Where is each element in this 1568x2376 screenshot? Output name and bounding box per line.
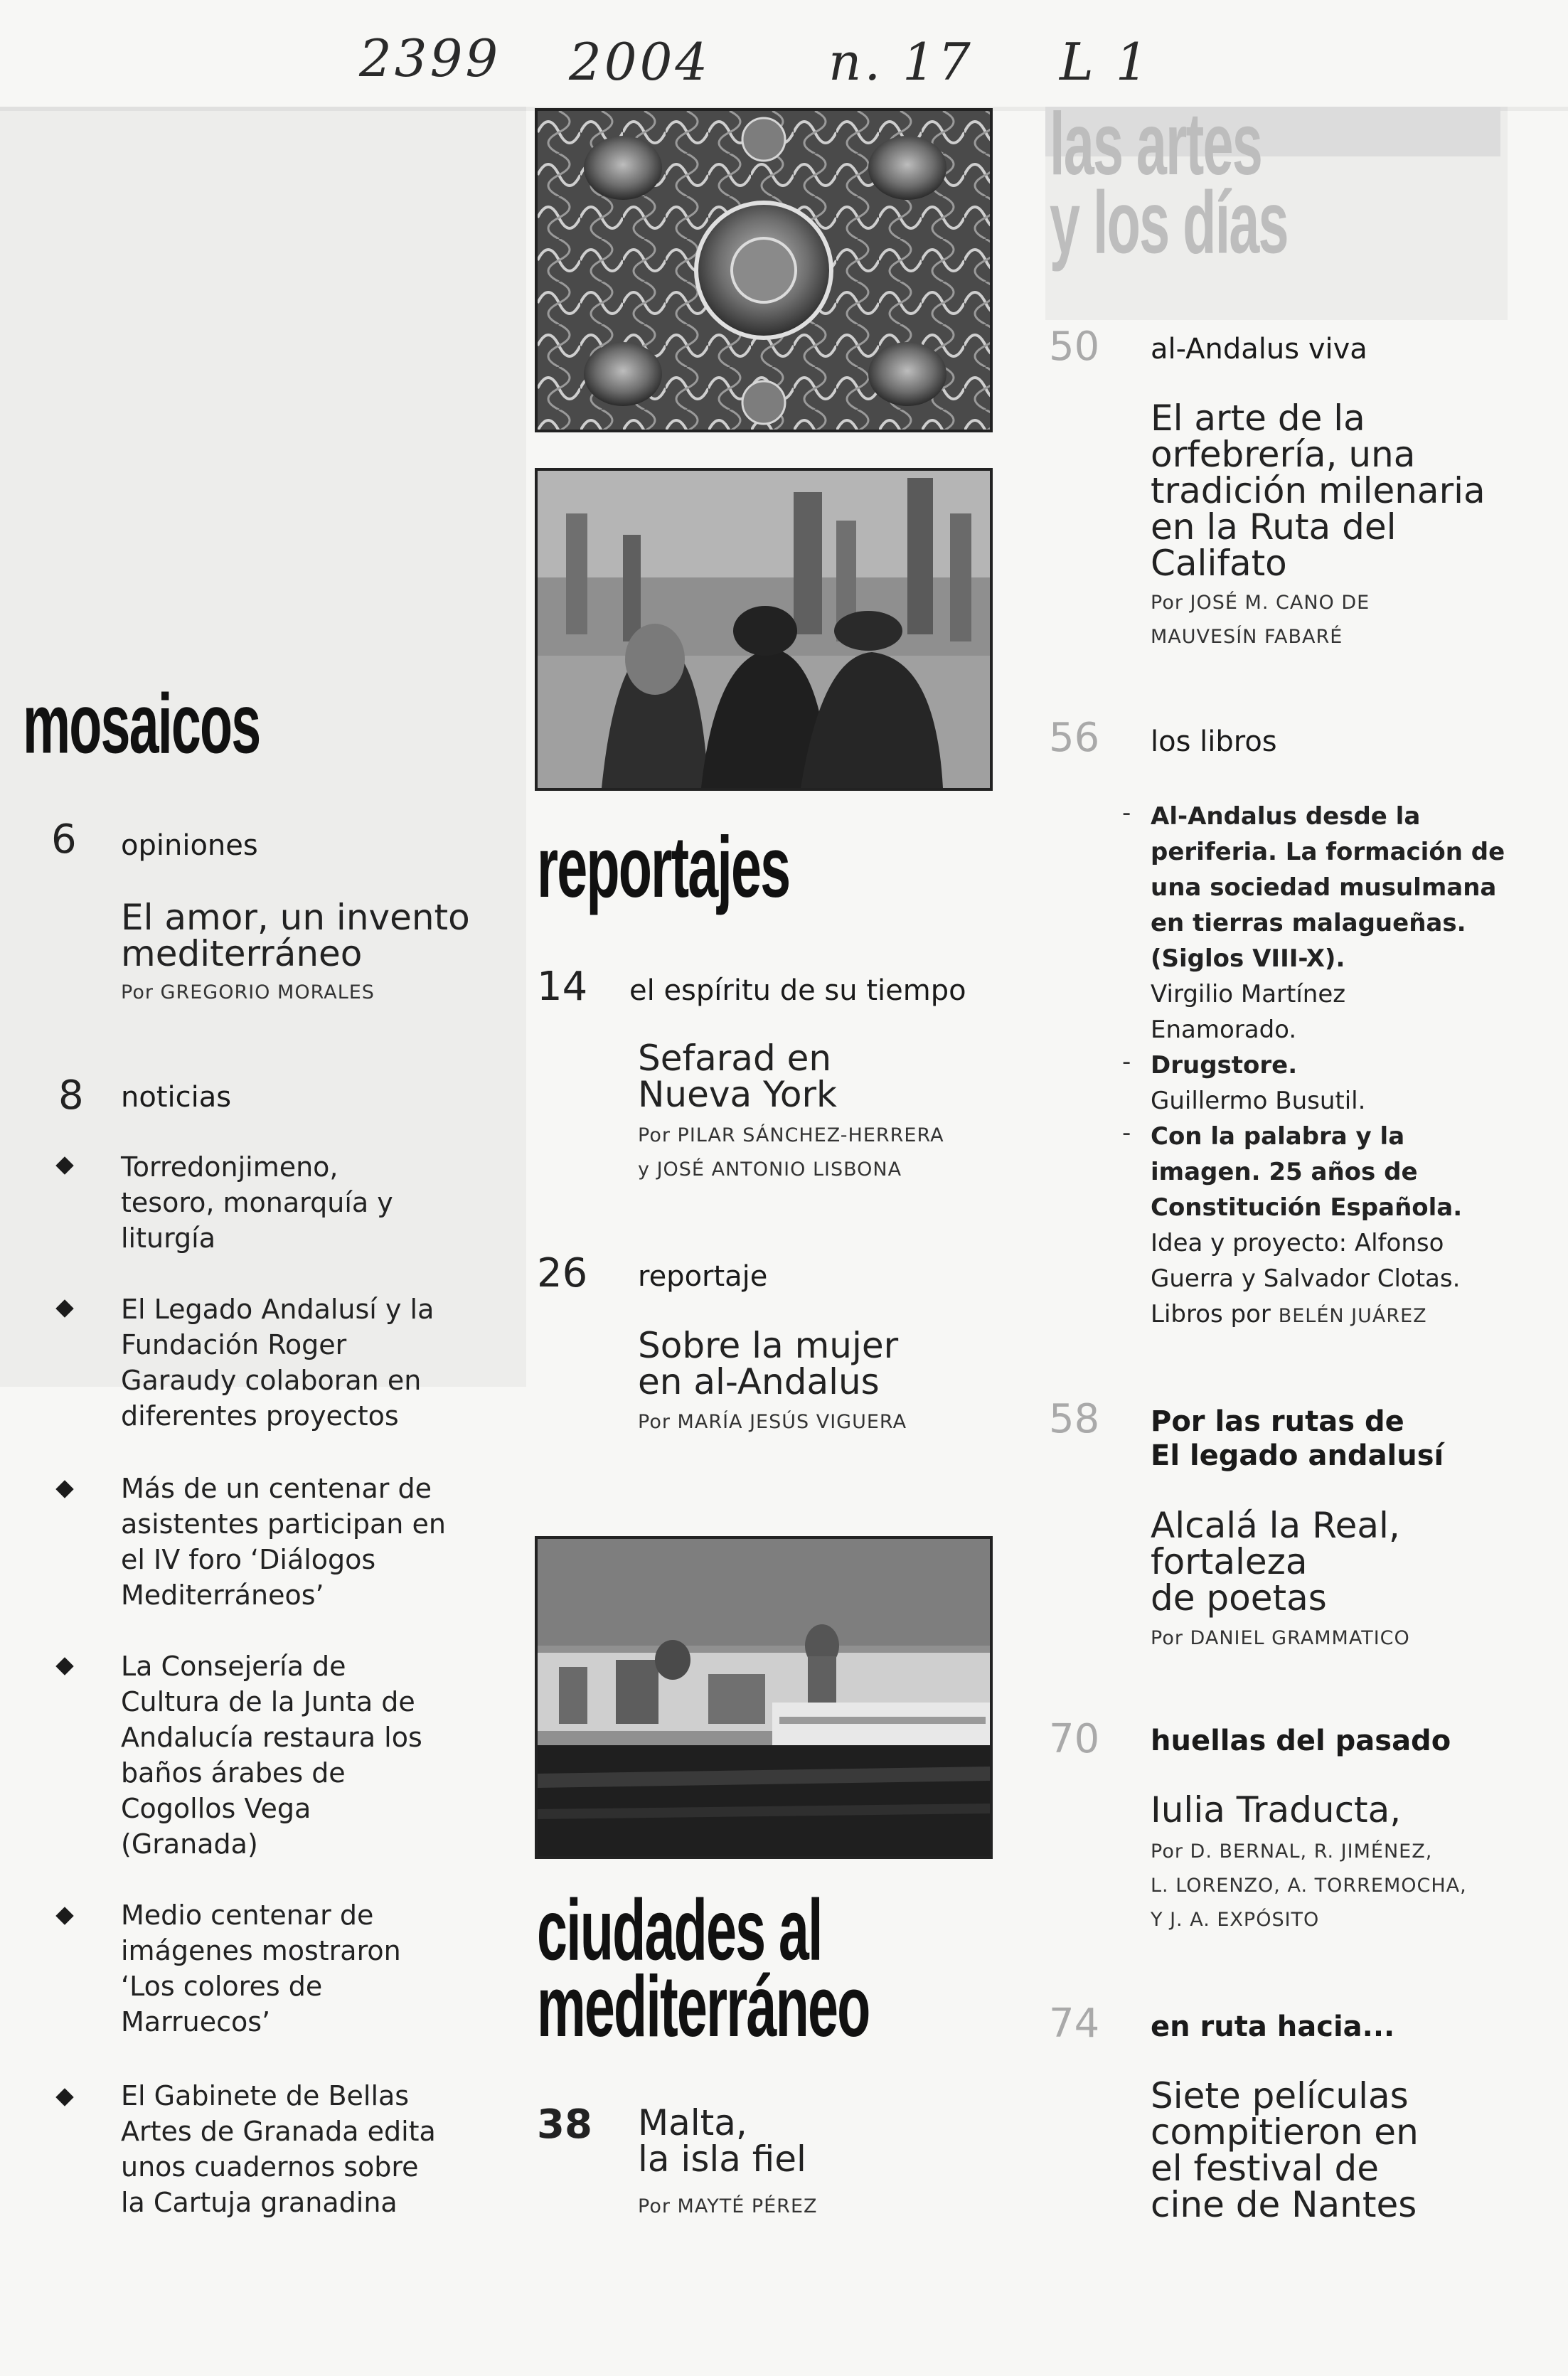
ornament-image xyxy=(538,111,990,430)
article-kicker: los libros xyxy=(1151,725,1277,758)
article-author: Por MARÍA JESÚS VIGUERA xyxy=(638,1411,907,1433)
books-credit: Libros por BELÉN JUÁREZ xyxy=(1151,1300,1427,1328)
page-number: 38 xyxy=(537,2101,592,2148)
article-kicker: Por las rutas de El legado andalusí xyxy=(1151,1405,1444,1472)
photo-malta[interactable] xyxy=(535,1536,993,1859)
news-item[interactable]: El Gabinete de Bellas Artes de Granada edita unos cuadernos sobre la Cartuja granadina xyxy=(121,2080,436,2218)
article-title[interactable]: El arte de la orfebrería, una tradición milenaria en la Ruta del Califato xyxy=(1151,398,1486,584)
section-title-reportajes: reportajes xyxy=(537,818,790,916)
page-number: 56 xyxy=(1049,715,1100,761)
page-number: 70 xyxy=(1049,1716,1100,1762)
article-kicker: opiniones xyxy=(121,829,258,862)
page-number: 26 xyxy=(537,1250,588,1296)
article-kicker: reportaje xyxy=(638,1260,768,1293)
article-title[interactable]: El amor, un invento mediterráneo xyxy=(121,897,470,974)
list-dash: - xyxy=(1122,799,1131,827)
article-author: Por GREGORIO MORALES xyxy=(121,981,375,1003)
article-author: Por DANIEL GRAMMATICO xyxy=(1151,1627,1410,1649)
handwritten-shelf: L 1 xyxy=(1060,32,1151,92)
handwritten-issue: n. 17 xyxy=(828,32,974,92)
news-item[interactable]: Más de un centenar de asistentes participan en el IV foro ‘Diálogos Mediterráneos’ xyxy=(121,1473,446,1611)
news-item[interactable]: El Legado Andalusí y la Fundación Roger Garaudy colaboran en diferentes proyectos xyxy=(121,1294,434,1432)
list-dash: - xyxy=(1122,1048,1131,1076)
handwritten-catalog-number: 2399 xyxy=(359,28,501,88)
article-author: Por PILAR SÁNCHEZ-HERRERA y JOSÉ ANTONIO LISBONA xyxy=(638,1124,944,1181)
article-author: Por MAYTÉ PÉREZ xyxy=(638,2195,818,2217)
article-title[interactable]: Sobre la mujer en al-Andalus xyxy=(638,1325,899,1402)
page-number: 58 xyxy=(1049,1396,1100,1442)
article-title[interactable]: Iulia Traducta, xyxy=(1151,1789,1402,1831)
malta-image xyxy=(538,1539,990,1856)
article-kicker: al-Andalus viva xyxy=(1151,333,1367,366)
article-title[interactable]: Malta, la isla fiel xyxy=(638,2102,806,2180)
page-number: 50 xyxy=(1049,324,1100,370)
list-dash: - xyxy=(1122,1119,1131,1147)
bullet-diamond xyxy=(55,1480,73,1498)
page-number: 8 xyxy=(58,1072,84,1119)
book-entry[interactable]: Al-Andalus desde la periferia. La formación de una sociedad musulmana en tierras malagueñas. (Siglos VIII-X). Virgilio Martínez Enamorado. xyxy=(1151,802,1505,1044)
article-kicker: en ruta hacia... xyxy=(1151,2010,1395,2043)
article-kicker: el espíritu de su tiempo xyxy=(629,974,966,1007)
bullet-diamond xyxy=(55,1907,73,1924)
page-number: 14 xyxy=(537,964,588,1010)
news-item[interactable]: Torredonjimeno, tesoro, monarquía y liturgía xyxy=(121,1151,393,1254)
section-title-mosaicos: mosaicos xyxy=(23,677,260,772)
article-author: Por JOSÉ M. CANO DE MAUVESÍN FABARÉ xyxy=(1151,592,1370,648)
photo-ornament[interactable] xyxy=(535,108,993,432)
news-item[interactable]: Medio centenar de imágenes mostraron ‘Los colores de Marruecos’ xyxy=(121,1900,401,2037)
article-title[interactable]: Alcalá la Real, fortaleza de poetas xyxy=(1151,1505,1400,1619)
handwritten-year: 2004 xyxy=(569,32,711,92)
news-item[interactable]: La Consejería de Cultura de la Junta de Andalucía restaura los baños árabes de Cogollos Vega (Granada) xyxy=(121,1651,422,1860)
page-number: 6 xyxy=(51,816,77,863)
new-york-image xyxy=(538,471,990,788)
bullet-diamond xyxy=(55,2088,73,2106)
photo-new-york[interactable] xyxy=(535,468,993,791)
article-kicker: noticias xyxy=(121,1081,232,1114)
article-kicker: huellas del pasado xyxy=(1151,1725,1451,1757)
article-title[interactable]: Sefarad en Nueva York xyxy=(638,1038,837,1115)
book-entry[interactable]: Drugstore. Guillermo Busutil. xyxy=(1151,1051,1366,1115)
article-title[interactable]: Siete películas compitieron en el festival de cine de Nantes xyxy=(1151,2075,1419,2225)
bullet-diamond xyxy=(55,1657,73,1675)
section-title-las-artes: las artes y los días xyxy=(1050,95,1288,272)
section-title-ciudades: ciudades al mediterráneo xyxy=(537,1881,870,2055)
book-entry[interactable]: Con la palabra y la imagen. 25 años de Constitución Española. Idea y proyecto: Alfonso Guerra y Salvador Clotas. xyxy=(1151,1122,1463,1293)
page-number: 74 xyxy=(1049,2001,1100,2047)
article-author: Por D. BERNAL, R. JIMÉNEZ, L. LORENZO, A. TORREMOCHA, Y J. A. EXPÓSITO xyxy=(1151,1840,1467,1931)
